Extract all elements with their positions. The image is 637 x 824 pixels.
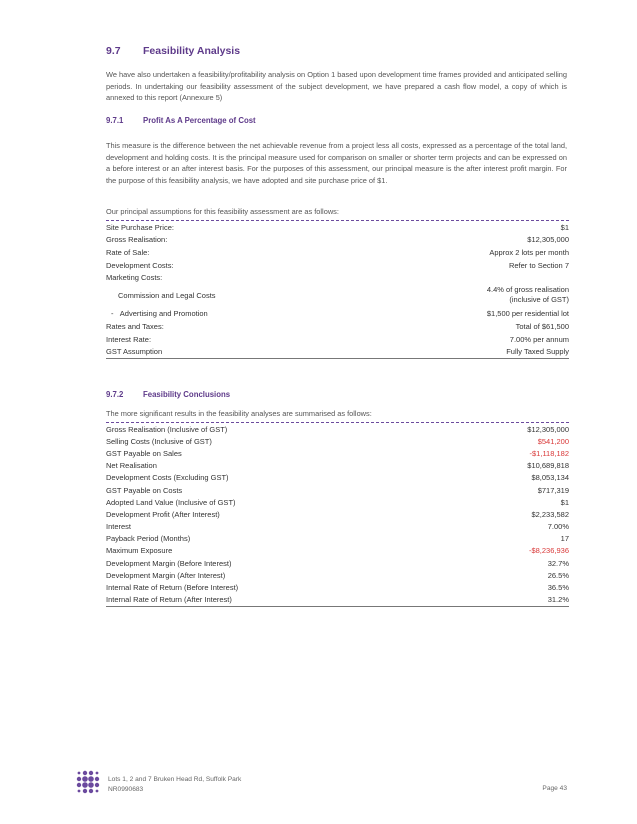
- result-value: 26.5%: [547, 570, 569, 580]
- result-row: [106, 435, 569, 447]
- profit-measure-paragraph: This measure is the difference between the net achievable revenue from a project less all costs, expressed as a percentage of the total land, development and holding costs. It is the principal measure used for comparison on smaller or shorter term projects and can be expressed on a before interest or an after interest basis. For the purposes of this assessment, our principal measure is the after interest profit margin. For the purpose of this feasibility analysis, we have adopted and site purchase price of $1.: [106, 141, 567, 185]
- result-value: 36.5%: [547, 583, 569, 593]
- result-label: GST Payable on Sales: [106, 448, 182, 458]
- result-label: Selling Costs (Inclusive of GST): [106, 436, 212, 446]
- result-label: Net Realisation: [106, 461, 157, 471]
- result-value: 31.2%: [547, 595, 569, 605]
- result-label: Adopted Land Value (Inclusive of GST): [106, 497, 236, 507]
- subsection-heading-1: [106, 116, 256, 125]
- commission-row: [106, 284, 569, 307]
- result-value: 32.7%: [547, 558, 569, 568]
- assumption-value: $12,305,000: [527, 235, 569, 245]
- result-value: $717,319: [537, 485, 569, 495]
- table-bottom-rule: [106, 358, 569, 359]
- result-row: [106, 594, 569, 606]
- assumption-row: [106, 320, 569, 333]
- assumption-value: Approx 2 lots per month: [489, 247, 569, 257]
- result-value: $2,233,582: [531, 509, 569, 519]
- assumption-value: 7.00% per annum: [509, 334, 569, 344]
- result-row: [106, 545, 569, 557]
- advertising-bullet: -: [111, 309, 114, 319]
- advertising-label-text: Advertising and Promotion: [119, 309, 208, 319]
- assumption-row: [106, 346, 569, 359]
- results-table: [106, 422, 569, 607]
- subsection-number-2: 9.7.2: [106, 390, 124, 399]
- logo-dot: [95, 783, 99, 787]
- commission-value-line1: 4.4% of gross realisation: [486, 284, 569, 294]
- assumption-row: [106, 333, 569, 346]
- company-logo: [76, 770, 100, 794]
- assumptions-rows-2: [106, 320, 569, 358]
- logo-dot: [96, 772, 99, 775]
- logo-dot: [89, 771, 93, 775]
- assumption-row: [106, 234, 569, 247]
- assumption-label: Gross Realisation:: [106, 235, 168, 245]
- result-label: Development Margin (Before Interest): [106, 558, 232, 568]
- result-label: Development Costs (Excluding GST): [106, 473, 229, 483]
- subsection-heading-2: [106, 390, 230, 399]
- assumption-label: Interest Rate:: [106, 334, 152, 344]
- assumption-row: [106, 259, 569, 272]
- advertising-value: $1,500 per residential lot: [486, 309, 569, 319]
- assumption-value: Fully Taxed Supply: [506, 347, 569, 357]
- commission-value-line2: (inclusive of GST): [509, 295, 569, 305]
- intro-paragraph: We have also undertaken a feasibility/profitability analysis on Option 1 based upon development time frames provided and anticipated selling periods. In undertaking our feasibility assessment of the subject development, we have prepared a cash flow model, a copy of which is annexed to this report (Annexure 5): [106, 70, 567, 103]
- result-row: [106, 581, 569, 593]
- footer-reference: NR0990683: [108, 785, 144, 793]
- result-value: $541,200: [537, 436, 569, 446]
- logo-dot: [77, 783, 81, 787]
- result-row: [106, 557, 569, 569]
- result-row: [106, 521, 569, 533]
- assumption-row: [106, 271, 569, 284]
- assumption-label: Rate of Sale:: [106, 247, 150, 257]
- subsection-number-1: 9.7.1: [106, 116, 124, 125]
- logo-dot: [96, 790, 99, 793]
- assumptions-rows: [106, 221, 569, 284]
- result-row: [106, 508, 569, 520]
- result-value: $12,305,000: [527, 424, 569, 434]
- result-label: Payback Period (Months): [106, 534, 191, 544]
- assumption-label: GST Assumption: [106, 347, 163, 357]
- result-value: -$8,236,936: [528, 546, 569, 556]
- result-row: [106, 447, 569, 459]
- result-value: $8,053,134: [531, 473, 569, 483]
- assumptions-table: [106, 220, 569, 359]
- logo-dot: [88, 776, 94, 782]
- logo-dot: [82, 776, 88, 782]
- assumption-value: Total of $61,500: [515, 322, 569, 332]
- logo-dot: [89, 789, 93, 793]
- section-number: 9.7: [106, 45, 121, 57]
- results-rows: [106, 423, 569, 606]
- page-number: Page 43: [542, 785, 567, 792]
- result-value: $1: [560, 497, 569, 507]
- result-label: Internal Rate of Return (After Interest): [106, 595, 232, 605]
- commission-label: Commission and Legal Costs: [118, 290, 216, 300]
- section-title: Feasibility Analysis: [143, 45, 241, 57]
- subsection-title-2: Feasibility Conclusions: [143, 390, 231, 399]
- assumption-row: [106, 221, 569, 234]
- assumption-value: $1: [560, 222, 569, 232]
- result-label: Development Profit (After Interest): [106, 509, 220, 519]
- logo-dot: [88, 782, 94, 788]
- result-row: [106, 496, 569, 508]
- result-label: Gross Realisation (Inclusive of GST): [106, 424, 228, 434]
- result-row: [106, 423, 569, 435]
- assumption-label: Site Purchase Price:: [106, 222, 174, 232]
- assumption-row: [106, 246, 569, 259]
- advertising-row: [106, 307, 569, 321]
- advertising-label: [106, 309, 487, 318]
- logo-dot: [78, 790, 81, 793]
- result-value: 7.00%: [547, 522, 569, 532]
- logo-dot: [82, 782, 88, 788]
- subsection-title-1: Profit As A Percentage of Cost: [143, 116, 256, 125]
- logo-dot: [95, 777, 99, 781]
- result-label: GST Payable on Costs: [106, 485, 183, 495]
- logo-dot: [83, 771, 87, 775]
- section-heading: [106, 45, 240, 57]
- results-bottom-rule: [106, 606, 569, 607]
- logo-dot: [83, 789, 87, 793]
- result-value: -$1,118,182: [529, 448, 569, 458]
- assumption-label: Rates and Taxes:: [106, 322, 164, 332]
- footer-address-block: [108, 775, 241, 794]
- assumption-label: Development Costs:: [106, 260, 174, 270]
- result-row: [106, 472, 569, 484]
- result-value: $10,689,818: [527, 461, 569, 471]
- commission-value: [487, 285, 569, 306]
- conclusions-intro: The more significant results in the feasibility analyses are summarised as follows:: [106, 409, 372, 418]
- assumptions-intro: Our principal assumptions for this feasibility assessment are as follows:: [106, 207, 339, 216]
- logo-dot: [78, 772, 81, 775]
- footer-address: Lots 1, 2 and 7 Bruken Head Rd, Suffolk Park: [108, 776, 242, 783]
- result-label: Interest: [106, 522, 132, 532]
- result-row: [106, 460, 569, 472]
- result-row: [106, 484, 569, 496]
- result-label: Development Margin (After Interest): [106, 570, 226, 580]
- result-row: [106, 533, 569, 545]
- result-row: [106, 569, 569, 581]
- assumption-label: Marketing Costs:: [106, 273, 163, 283]
- logo-dot: [77, 777, 81, 781]
- result-label: Internal Rate of Return (Before Interest): [106, 583, 239, 593]
- result-value: 17: [560, 534, 569, 544]
- assumption-value: Refer to Section 7: [508, 260, 569, 270]
- result-label: Maximum Exposure: [106, 546, 173, 556]
